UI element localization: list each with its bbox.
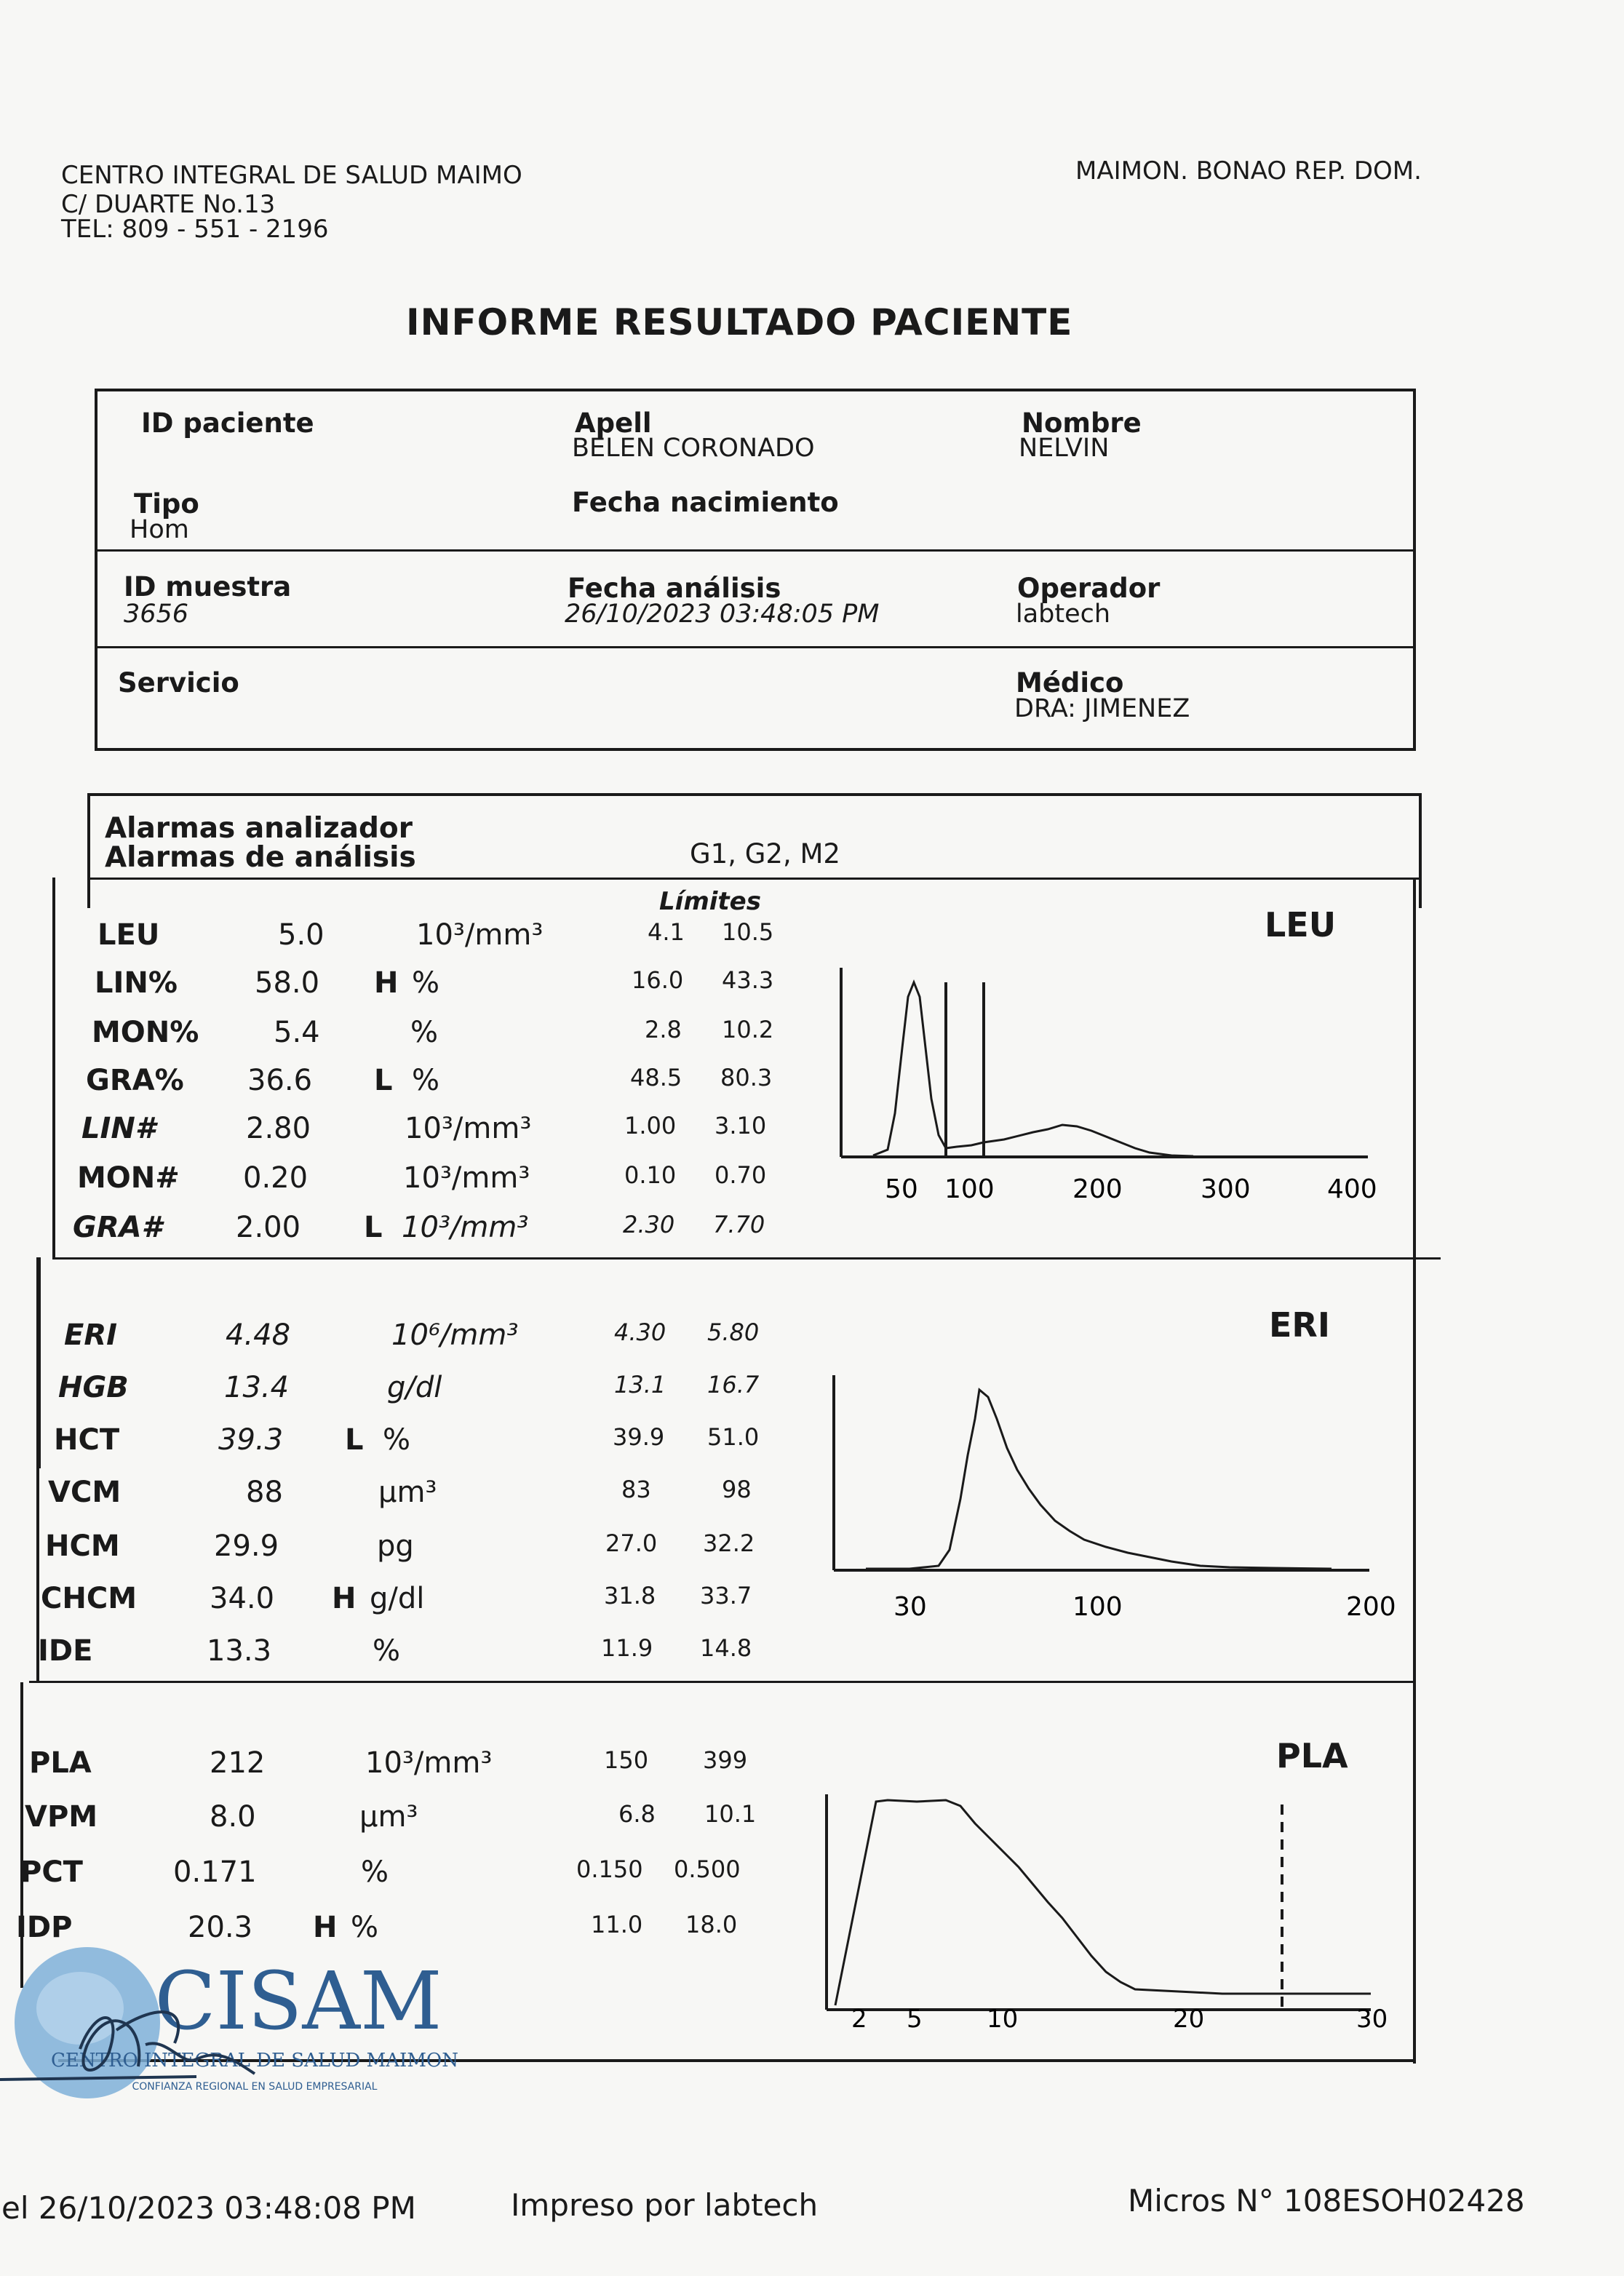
- param-unit: pg: [377, 1529, 414, 1563]
- leu-histogram-title: LEU: [1265, 905, 1337, 944]
- type-value: Hom: [130, 515, 189, 544]
- param-value: 8.0: [210, 1800, 256, 1834]
- param-value: 212: [210, 1746, 266, 1780]
- clinic-phone: TEL: 809 - 551 - 2196: [61, 215, 329, 244]
- param-name: HCT: [54, 1423, 120, 1457]
- limit-high: 3.10: [715, 1112, 767, 1139]
- eri-curve: [866, 1390, 1332, 1569]
- limit-low: 4.30: [614, 1318, 666, 1346]
- param-value: 34.0: [210, 1582, 275, 1615]
- param-value: 58.0: [255, 966, 320, 1000]
- x-tick-label: 20: [1173, 2005, 1205, 2034]
- param-value: 39.3: [218, 1423, 284, 1457]
- param-name: MON%: [92, 1016, 199, 1049]
- analysis-date-value: 26/10/2023 03:48:05 PM: [565, 600, 880, 629]
- name-label: Nombre: [1022, 407, 1142, 439]
- limit-high: 14.8: [700, 1634, 752, 1662]
- analysis-alarms-value: G1, G2, M2: [690, 838, 840, 870]
- param-flag: L: [364, 1211, 383, 1244]
- limit-low: 11.0: [591, 1911, 643, 1938]
- divider: [97, 549, 1413, 552]
- param-name: GRA#: [73, 1211, 162, 1244]
- limits-label: Límites: [659, 887, 761, 916]
- x-tick-label: 30: [1356, 2005, 1388, 2034]
- limit-low: 2.8: [645, 1016, 682, 1043]
- x-tick-label: 10: [987, 2005, 1019, 2034]
- param-name: PLA: [29, 1746, 92, 1780]
- limit-high: 399: [703, 1746, 748, 1774]
- limit-high: 10.2: [722, 1016, 774, 1043]
- limit-low: 4.1: [648, 918, 685, 946]
- doctor-label: Médico: [1016, 667, 1124, 699]
- limit-high: 51.0: [707, 1423, 760, 1451]
- param-name: CHCM: [41, 1582, 137, 1615]
- param-unit: %: [412, 1064, 440, 1097]
- param-value: 0.171: [173, 1855, 257, 1889]
- x-tick-label: 300: [1201, 1174, 1251, 1204]
- printed-by: Impreso por labtech: [511, 2187, 819, 2223]
- param-unit: 10⁶/mm³: [391, 1318, 519, 1352]
- param-unit: 10³/mm³: [402, 1211, 529, 1244]
- limit-low: 2.30: [623, 1211, 675, 1238]
- param-name: MON#: [77, 1161, 180, 1195]
- param-value: 0.20: [243, 1161, 309, 1195]
- x-tick-label: 400: [1327, 1174, 1377, 1204]
- param-name: HCM: [45, 1529, 120, 1563]
- param-flag: H: [374, 966, 399, 1000]
- param-value: 5.4: [274, 1016, 320, 1049]
- param-name: IDE: [38, 1634, 93, 1668]
- param-value: 5.0: [278, 918, 325, 952]
- x-tick-label: 100: [1072, 1592, 1123, 1622]
- patient-id-label: ID paciente: [141, 407, 314, 439]
- divider: [97, 646, 1413, 648]
- eri-histogram: [822, 1375, 1404, 1623]
- limit-low: 13.1: [614, 1371, 666, 1398]
- x-tick-label: 100: [944, 1174, 995, 1204]
- param-value: 4.48: [226, 1318, 291, 1352]
- param-name: LIN%: [95, 966, 178, 1000]
- limit-low: 39.9: [613, 1423, 665, 1451]
- type-label: Tipo: [134, 488, 199, 520]
- param-name: PCT: [20, 1855, 83, 1889]
- limit-low: 150: [604, 1746, 649, 1774]
- limit-low: 31.8: [604, 1582, 656, 1609]
- param-name: IDP: [16, 1911, 73, 1944]
- logo-subtitle: CENTRO INTEGRAL DE SALUD MAIMON: [50, 2050, 459, 2072]
- param-name: VCM: [48, 1476, 122, 1509]
- limit-low: 11.9: [601, 1634, 653, 1662]
- limit-low: 0.150: [576, 1855, 643, 1883]
- param-value: 88: [246, 1476, 283, 1509]
- sample-id-label: ID muestra: [124, 571, 292, 602]
- operator-label: Operador: [1017, 573, 1161, 604]
- param-flag: L: [374, 1064, 393, 1097]
- param-unit: %: [361, 1855, 389, 1889]
- device-serial: Micros N° 108ESOH02428: [1128, 2183, 1525, 2219]
- limit-high: 10.1: [704, 1800, 757, 1828]
- x-tick-label: 5: [907, 2005, 923, 2034]
- clinic-location: MAIMON. BONAO REP. DOM.: [1075, 156, 1422, 186]
- param-flag: H: [313, 1911, 338, 1944]
- surname-label: Apell: [575, 407, 652, 439]
- limit-low: 48.5: [630, 1064, 682, 1091]
- limit-high: 18.0: [685, 1911, 738, 1938]
- limit-high: 33.7: [700, 1582, 752, 1609]
- param-unit: %: [373, 1634, 401, 1668]
- param-value: 36.6: [247, 1064, 313, 1097]
- sample-id-value: 3656: [124, 600, 189, 629]
- report-title: INFORME RESULTADO PACIENTE: [406, 301, 1073, 343]
- param-unit: g/dl: [387, 1371, 442, 1404]
- param-name: GRA%: [86, 1064, 184, 1097]
- limit-high: 5.80: [707, 1318, 760, 1346]
- param-flag: H: [332, 1582, 357, 1615]
- param-unit: 10³/mm³: [403, 1161, 530, 1195]
- x-tick-label: 30: [893, 1592, 927, 1622]
- param-unit: 10³/mm³: [416, 918, 544, 952]
- param-unit: g/dl: [370, 1582, 425, 1615]
- clinic-name: CENTRO INTEGRAL DE SALUD MAIMO: [61, 161, 522, 190]
- pla-histogram-title: PLA: [1276, 1736, 1348, 1775]
- x-tick-label: 50: [885, 1174, 918, 1204]
- limit-high: 43.3: [722, 966, 774, 994]
- limit-low: 6.8: [618, 1800, 656, 1828]
- pla-histogram: [815, 1794, 1397, 2042]
- limit-high: 10.5: [722, 918, 774, 946]
- limit-high: 7.70: [713, 1211, 765, 1238]
- analysis-date-label: Fecha análisis: [568, 573, 781, 604]
- logo-text: CISAM: [154, 1954, 442, 2048]
- limit-low: 27.0: [605, 1529, 658, 1557]
- x-tick-label: 200: [1072, 1174, 1123, 1204]
- param-name: VPM: [25, 1800, 98, 1834]
- param-unit: %: [410, 1016, 439, 1049]
- cisam-stamp: [0, 1921, 553, 2125]
- param-unit: %: [412, 966, 440, 1000]
- param-name: LEU: [97, 918, 160, 952]
- param-name: HGB: [58, 1371, 129, 1404]
- param-value: 29.9: [214, 1529, 279, 1563]
- analyzer-alarms-label: Alarmas analizador: [105, 812, 413, 845]
- param-unit: 10³/mm³: [405, 1112, 532, 1145]
- eri-histogram-title: ERI: [1269, 1305, 1330, 1345]
- param-unit: 10³/mm³: [365, 1746, 493, 1780]
- leu-curve: [873, 982, 1193, 1156]
- param-value: 2.00: [236, 1211, 301, 1244]
- limit-low: 83: [621, 1476, 651, 1503]
- param-name: LIN#: [81, 1112, 156, 1145]
- logo-tagline: CONFIANZA REGIONAL EN SALUD EMPRESARIAL: [132, 2081, 378, 2093]
- param-unit: %: [351, 1911, 379, 1944]
- x-tick-label: 2: [851, 2005, 867, 2034]
- param-name: ERI: [64, 1318, 118, 1352]
- limit-high: 98: [722, 1476, 752, 1503]
- param-unit: %: [383, 1423, 411, 1457]
- limit-high: 80.3: [720, 1064, 773, 1091]
- doctor-value: DRA: JIMENEZ: [1014, 694, 1190, 723]
- limit-high: 0.500: [674, 1855, 741, 1883]
- param-value: 20.3: [188, 1911, 253, 1944]
- name-value: NELVIN: [1019, 434, 1110, 463]
- limit-low: 1.00: [624, 1112, 677, 1139]
- operator-value: labtech: [1016, 600, 1111, 629]
- param-value: 13.3: [207, 1634, 272, 1668]
- param-value: 13.4: [224, 1371, 290, 1404]
- divider: [36, 1257, 39, 1682]
- surname-value: BELEN CORONADO: [572, 434, 815, 463]
- limit-high: 16.7: [707, 1371, 760, 1398]
- service-label: Servicio: [118, 667, 239, 699]
- leu-histogram: [829, 968, 1382, 1215]
- param-value: 2.80: [246, 1112, 311, 1145]
- birth-date-label: Fecha nacimiento: [572, 487, 839, 518]
- param-unit: µm³: [359, 1800, 418, 1834]
- limit-low: 16.0: [632, 966, 684, 994]
- printed-date: el 26/10/2023 03:48:08 PM: [1, 2190, 416, 2226]
- limit-high: 0.70: [715, 1161, 767, 1189]
- param-flag: L: [345, 1423, 364, 1457]
- limit-low: 0.10: [624, 1161, 677, 1189]
- limit-high: 32.2: [703, 1529, 755, 1557]
- param-unit: µm³: [378, 1476, 437, 1509]
- pla-curve: [835, 1800, 1371, 2005]
- analysis-alarms-label: Alarmas de análisis: [105, 841, 416, 874]
- x-tick-label: 200: [1346, 1592, 1396, 1622]
- clinic-address: C/ DUARTE No.13: [61, 190, 276, 219]
